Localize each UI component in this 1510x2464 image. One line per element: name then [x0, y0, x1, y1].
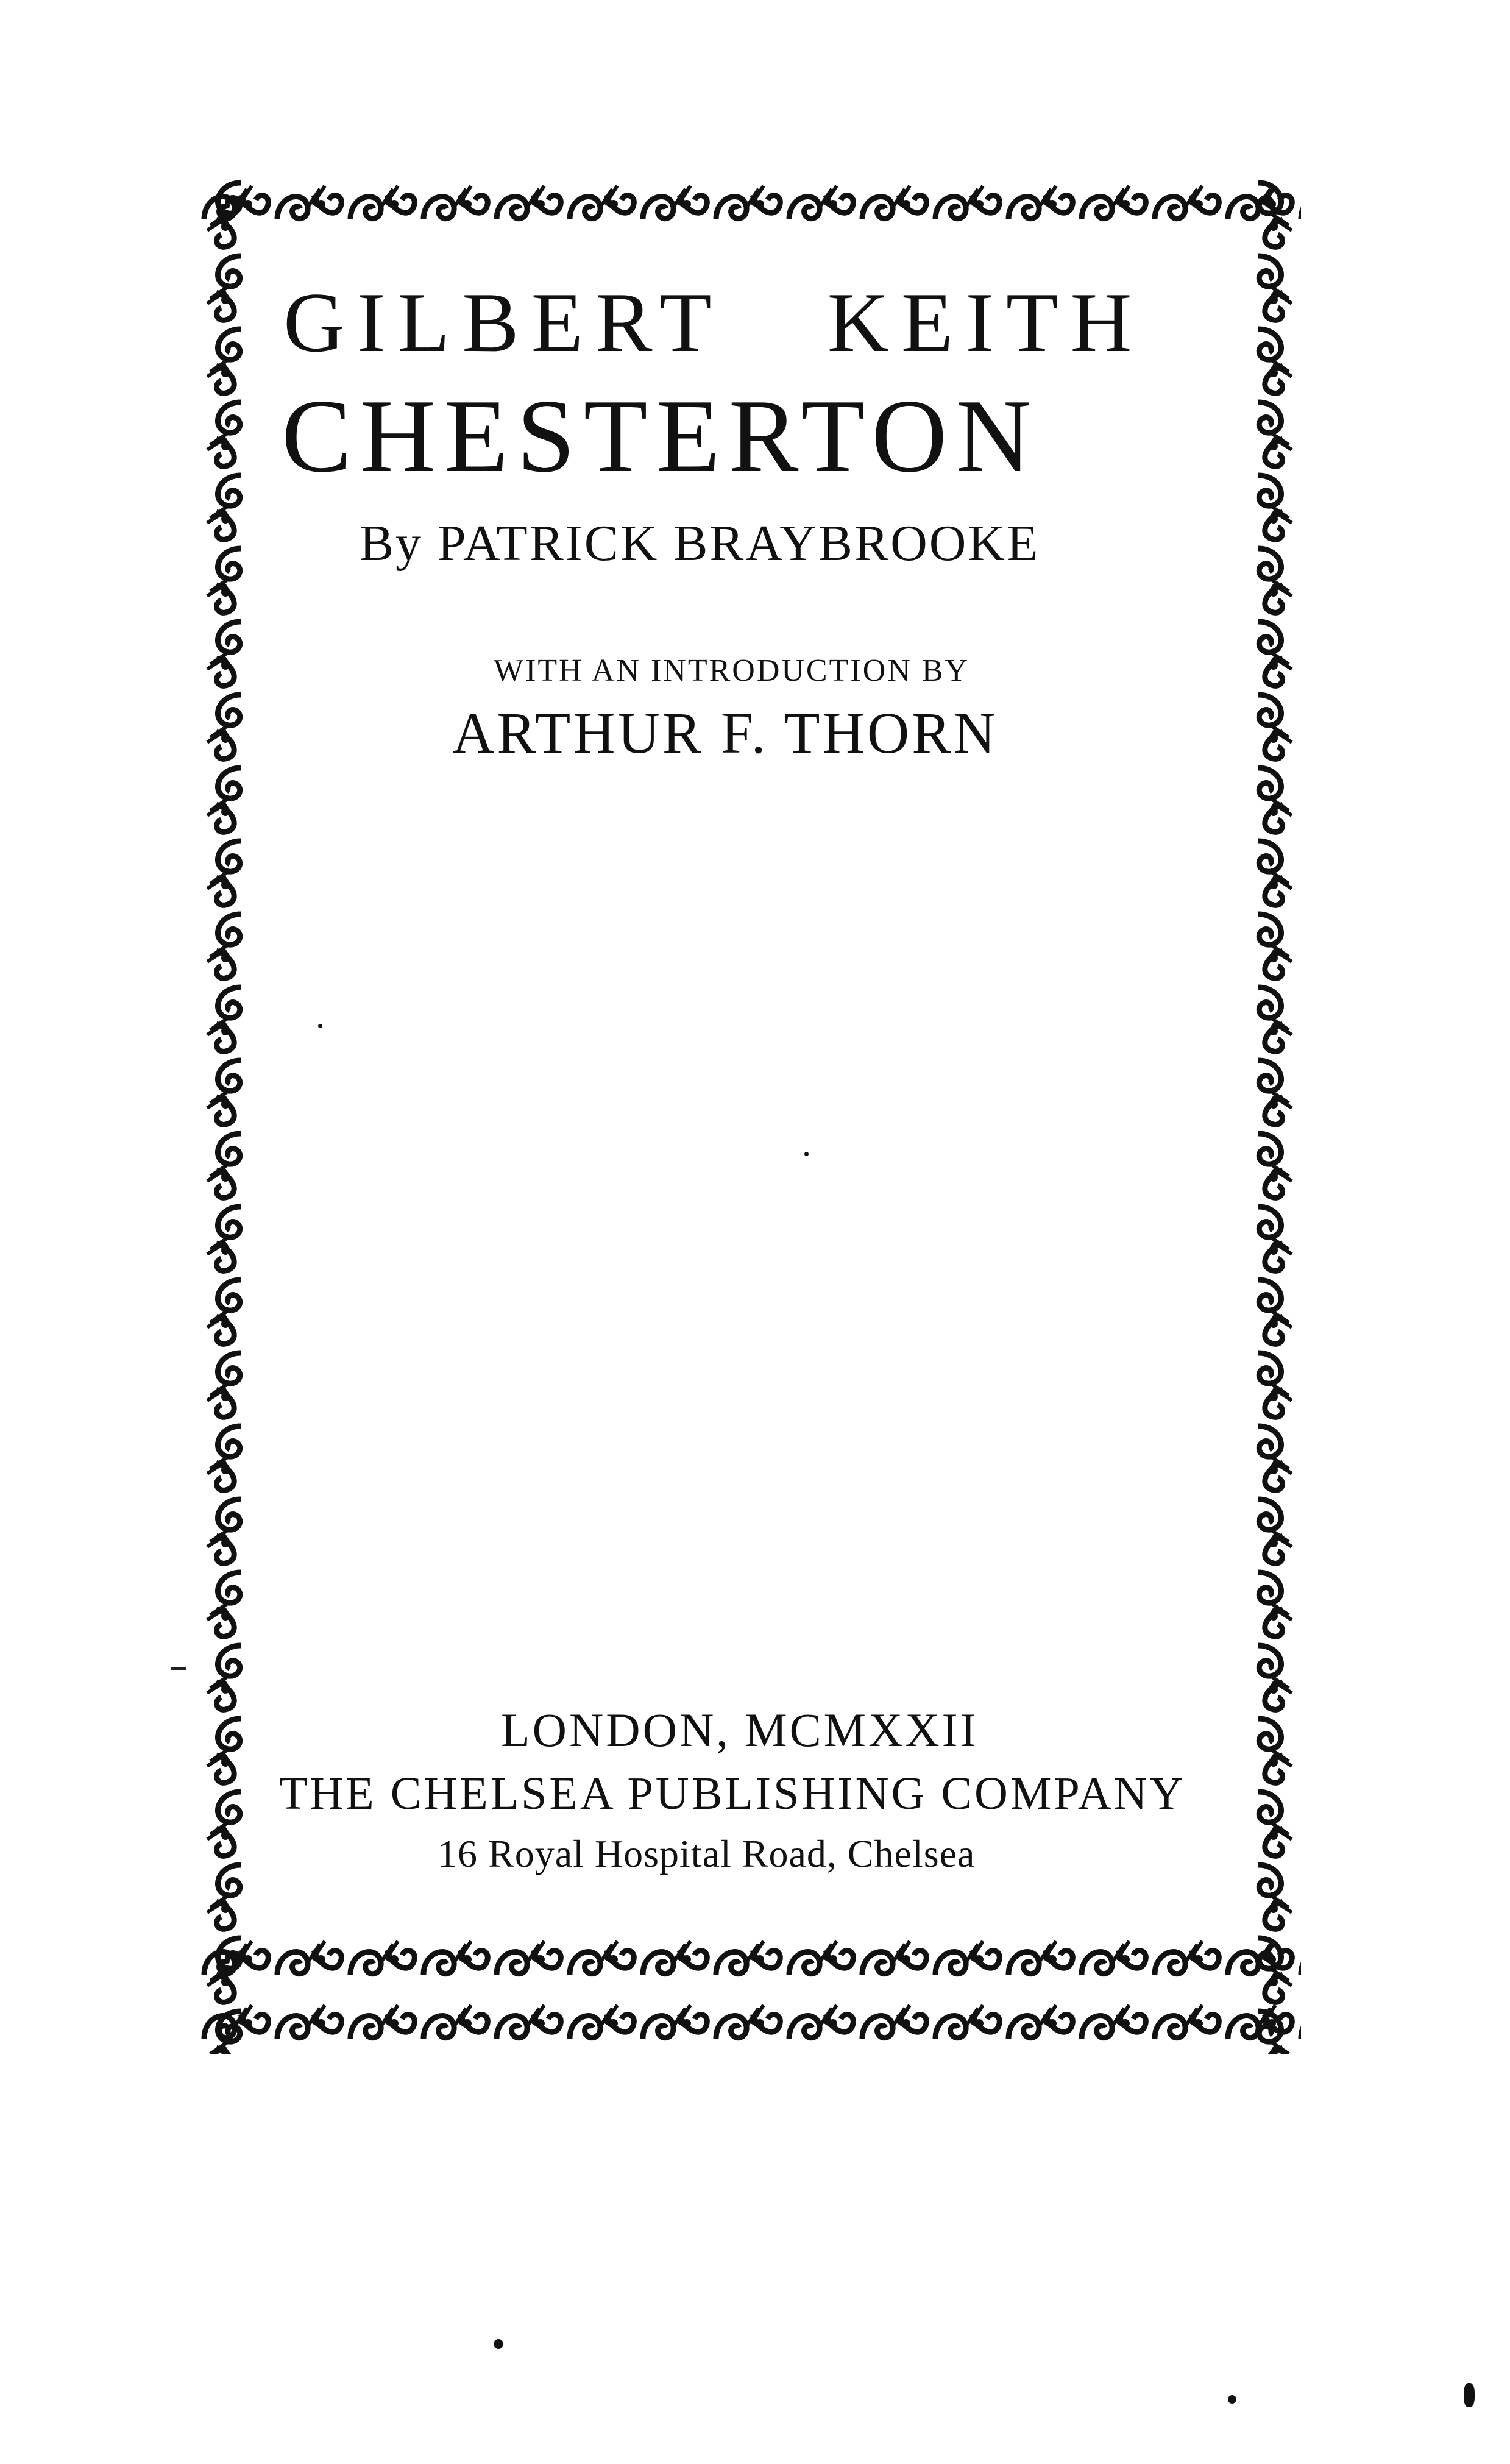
introduction-author: ARTHUR F. THORN — [452, 700, 998, 765]
ornamental-border-bottom-outer — [198, 1996, 1301, 2054]
ink-speck — [1464, 2383, 1475, 2407]
imprint-publisher: THE CHELSEA PUBLISHING COMPANY — [279, 1768, 1186, 1819]
ornamental-border-bottom-inner — [198, 1932, 1301, 1990]
title-word-keith: KEITH — [827, 275, 1144, 370]
ornamental-border-top — [198, 177, 1301, 238]
ornamental-border-right — [1240, 177, 1301, 2054]
title-word-gilbert: GILBERT — [283, 275, 724, 370]
imprint-address: 16 Royal Hospital Road, Chelsea — [438, 1832, 976, 1875]
title-line-2: CHESTERTON — [282, 378, 1040, 494]
imprint-place-date: LONDON, MCMXXII — [501, 1703, 979, 1756]
ornamental-border-left — [198, 177, 259, 2054]
ink-speck — [494, 2339, 503, 2349]
ink-speck — [804, 1152, 809, 1156]
introduction-label: WITH AN INTRODUCTION BY — [494, 653, 970, 688]
title-line-1 — [283, 275, 1144, 370]
ink-speck — [1228, 2395, 1236, 2404]
author-byline: By PATRICK BRAYBROOKE — [360, 515, 1040, 572]
ink-mark — [171, 1667, 186, 1670]
ink-speck — [318, 1024, 322, 1028]
